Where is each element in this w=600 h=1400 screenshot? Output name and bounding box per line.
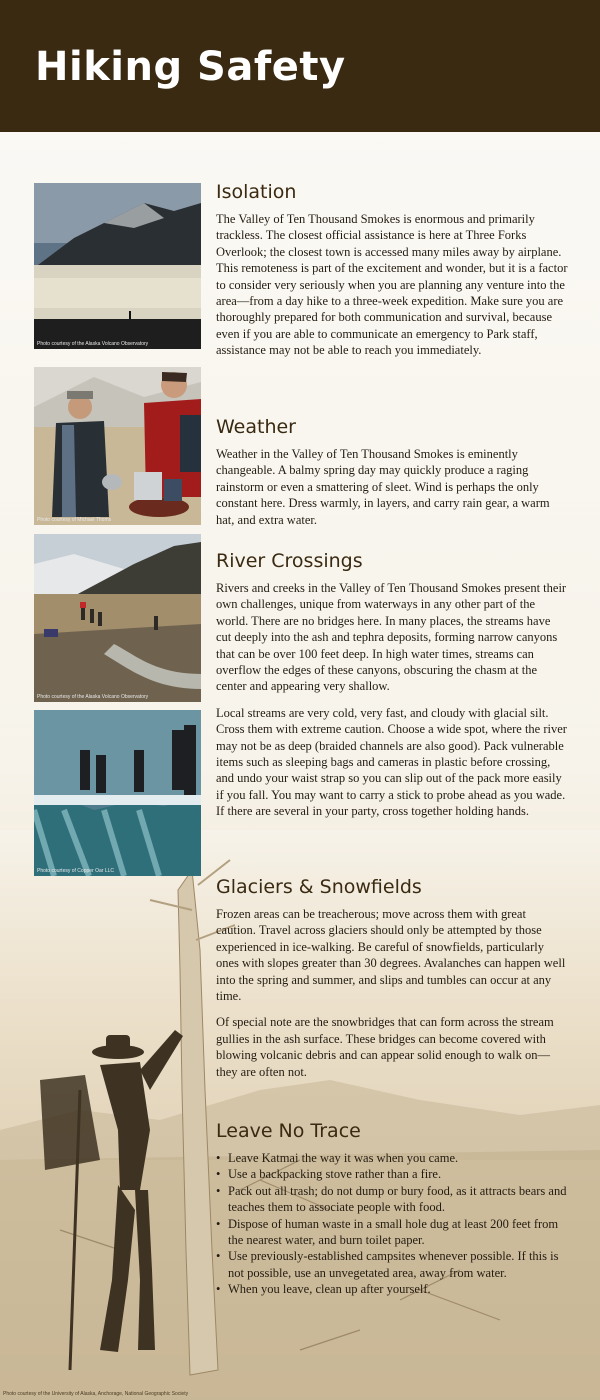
weather-photo xyxy=(34,367,201,525)
list-item: • Dispose of human waste in a small hole dug at least 200 feet from the nearest water, and burn toilet paper. xyxy=(228,1216,568,1249)
section-paragraph: The Valley of Ten Thousand Smokes is enormous and primarily trackless. The closest official assistance is here at Three Forks Overlook; the closest town is accessed many miles away by airplane. This remoteness is part of the excitement and wonder, but it is a factor to consider very seriously when you are planning any venture into the area—from a day hike to a three-week expedition. Make sure you are thoroughly prepared for both communication and survival, because even if you are able to communicate an emergency to Park staff, assistance may not be able to reach you immediately. xyxy=(216,212,568,358)
section-paragraph: Weather in the Valley of Ten Thousand Smokes is eminently changeable. A balmy spring day may quickly produce a raging rainstorm or even a smattering of sleet. Wind is perhaps the only constant here. Dress warmly, in layers, and carry rain gear, a warm hat, and extra water. xyxy=(216,447,550,527)
photo-credit: Photo courtesy of Copper Oar LLC xyxy=(37,868,114,874)
section-paragraph: Local streams are very cold, very fast, and cloudy with glacial silt. Cross them with extreme caution. Choose a wide spot, where the river may not be as deep (braided channels are also good). Pack vulnerable items such as sleeping bags and cameras in plastic before crossing, and undo your waist strap so you can slip out of the pack more easily if you fall. You may want to carry a stick to probe ahead as you wade. If there are several in your party, cross together holding hands. xyxy=(216,705,567,819)
isolation-photo xyxy=(34,183,201,349)
page-header xyxy=(0,0,600,132)
list-item: • When you leave, clean up after yourself. xyxy=(228,1281,568,1297)
photo-credit: Photo courtesy of Michael Thoms xyxy=(37,517,112,523)
photo-credit: Photo courtesy of the Alaska Volcano Observatory xyxy=(37,341,149,347)
page-title: Hiking Safety xyxy=(35,44,346,90)
list-item: • Use previously-established campsites whenever possible. If this is not possible, use an unvegetated area, away from water. xyxy=(228,1248,568,1281)
section-leave-no-trace xyxy=(216,1120,568,1298)
section-paragraph: Frozen areas can be treacherous; move across them with great caution. Travel across glaciers should only be attempted by those experienced in ice-walking. Be careful of snowfields, particularly ones with slopes greater than 30 degrees. Avalanches can happen well into the spring and summer, and slips and tumbles can occur at any time. xyxy=(216,907,566,1004)
photo-credit: Photo courtesy of the Alaska Volcano Observatory xyxy=(37,694,149,700)
section-river-crossings xyxy=(216,550,568,830)
backdrop-photo-credit: Photo courtesy of the University of Alaska, Anchorage, National Geographic Society xyxy=(3,1391,189,1397)
glacier-photo xyxy=(34,710,201,876)
section-glaciers-snowfields xyxy=(216,876,568,1090)
list-item: • Leave Katmai the way it was when you came. xyxy=(228,1150,568,1166)
section-title: Weather xyxy=(216,416,296,438)
list-item: • Use a backpacking stove rather than a fire. xyxy=(228,1166,568,1182)
section-title: Glaciers & Snowfields xyxy=(216,876,422,898)
section-title: Leave No Trace xyxy=(216,1120,361,1142)
list-item: • Pack out all trash; do not dump or bury food, as it attracts bears and teaches them to associate people with food. xyxy=(228,1183,568,1216)
river-photo xyxy=(34,534,201,702)
section-paragraph: Of special note are the snowbridges that can form across the stream gullies in the ash surface. These bridges can become covered with blowing volcanic debris and can appear solid enough to walk on—they are often not. xyxy=(216,1015,554,1079)
section-title: Isolation xyxy=(216,181,297,203)
section-paragraph: Rivers and creeks in the Valley of Ten Thousand Smokes present their own challenges, unique from waterways in any other part of the world. There are no bridges here. In many places, the streams have cut deeply into the ash and tephra deposits, forming narrow canyons that can be over 100 feet deep. In high water times, streams can overflow the edges of these canyons, obscuring the chasm at the center and appearing very shallow. xyxy=(216,581,567,694)
section-weather xyxy=(216,416,568,538)
leave-no-trace-list xyxy=(216,1150,568,1298)
section-title: River Crossings xyxy=(216,550,363,572)
section-isolation xyxy=(216,181,568,369)
